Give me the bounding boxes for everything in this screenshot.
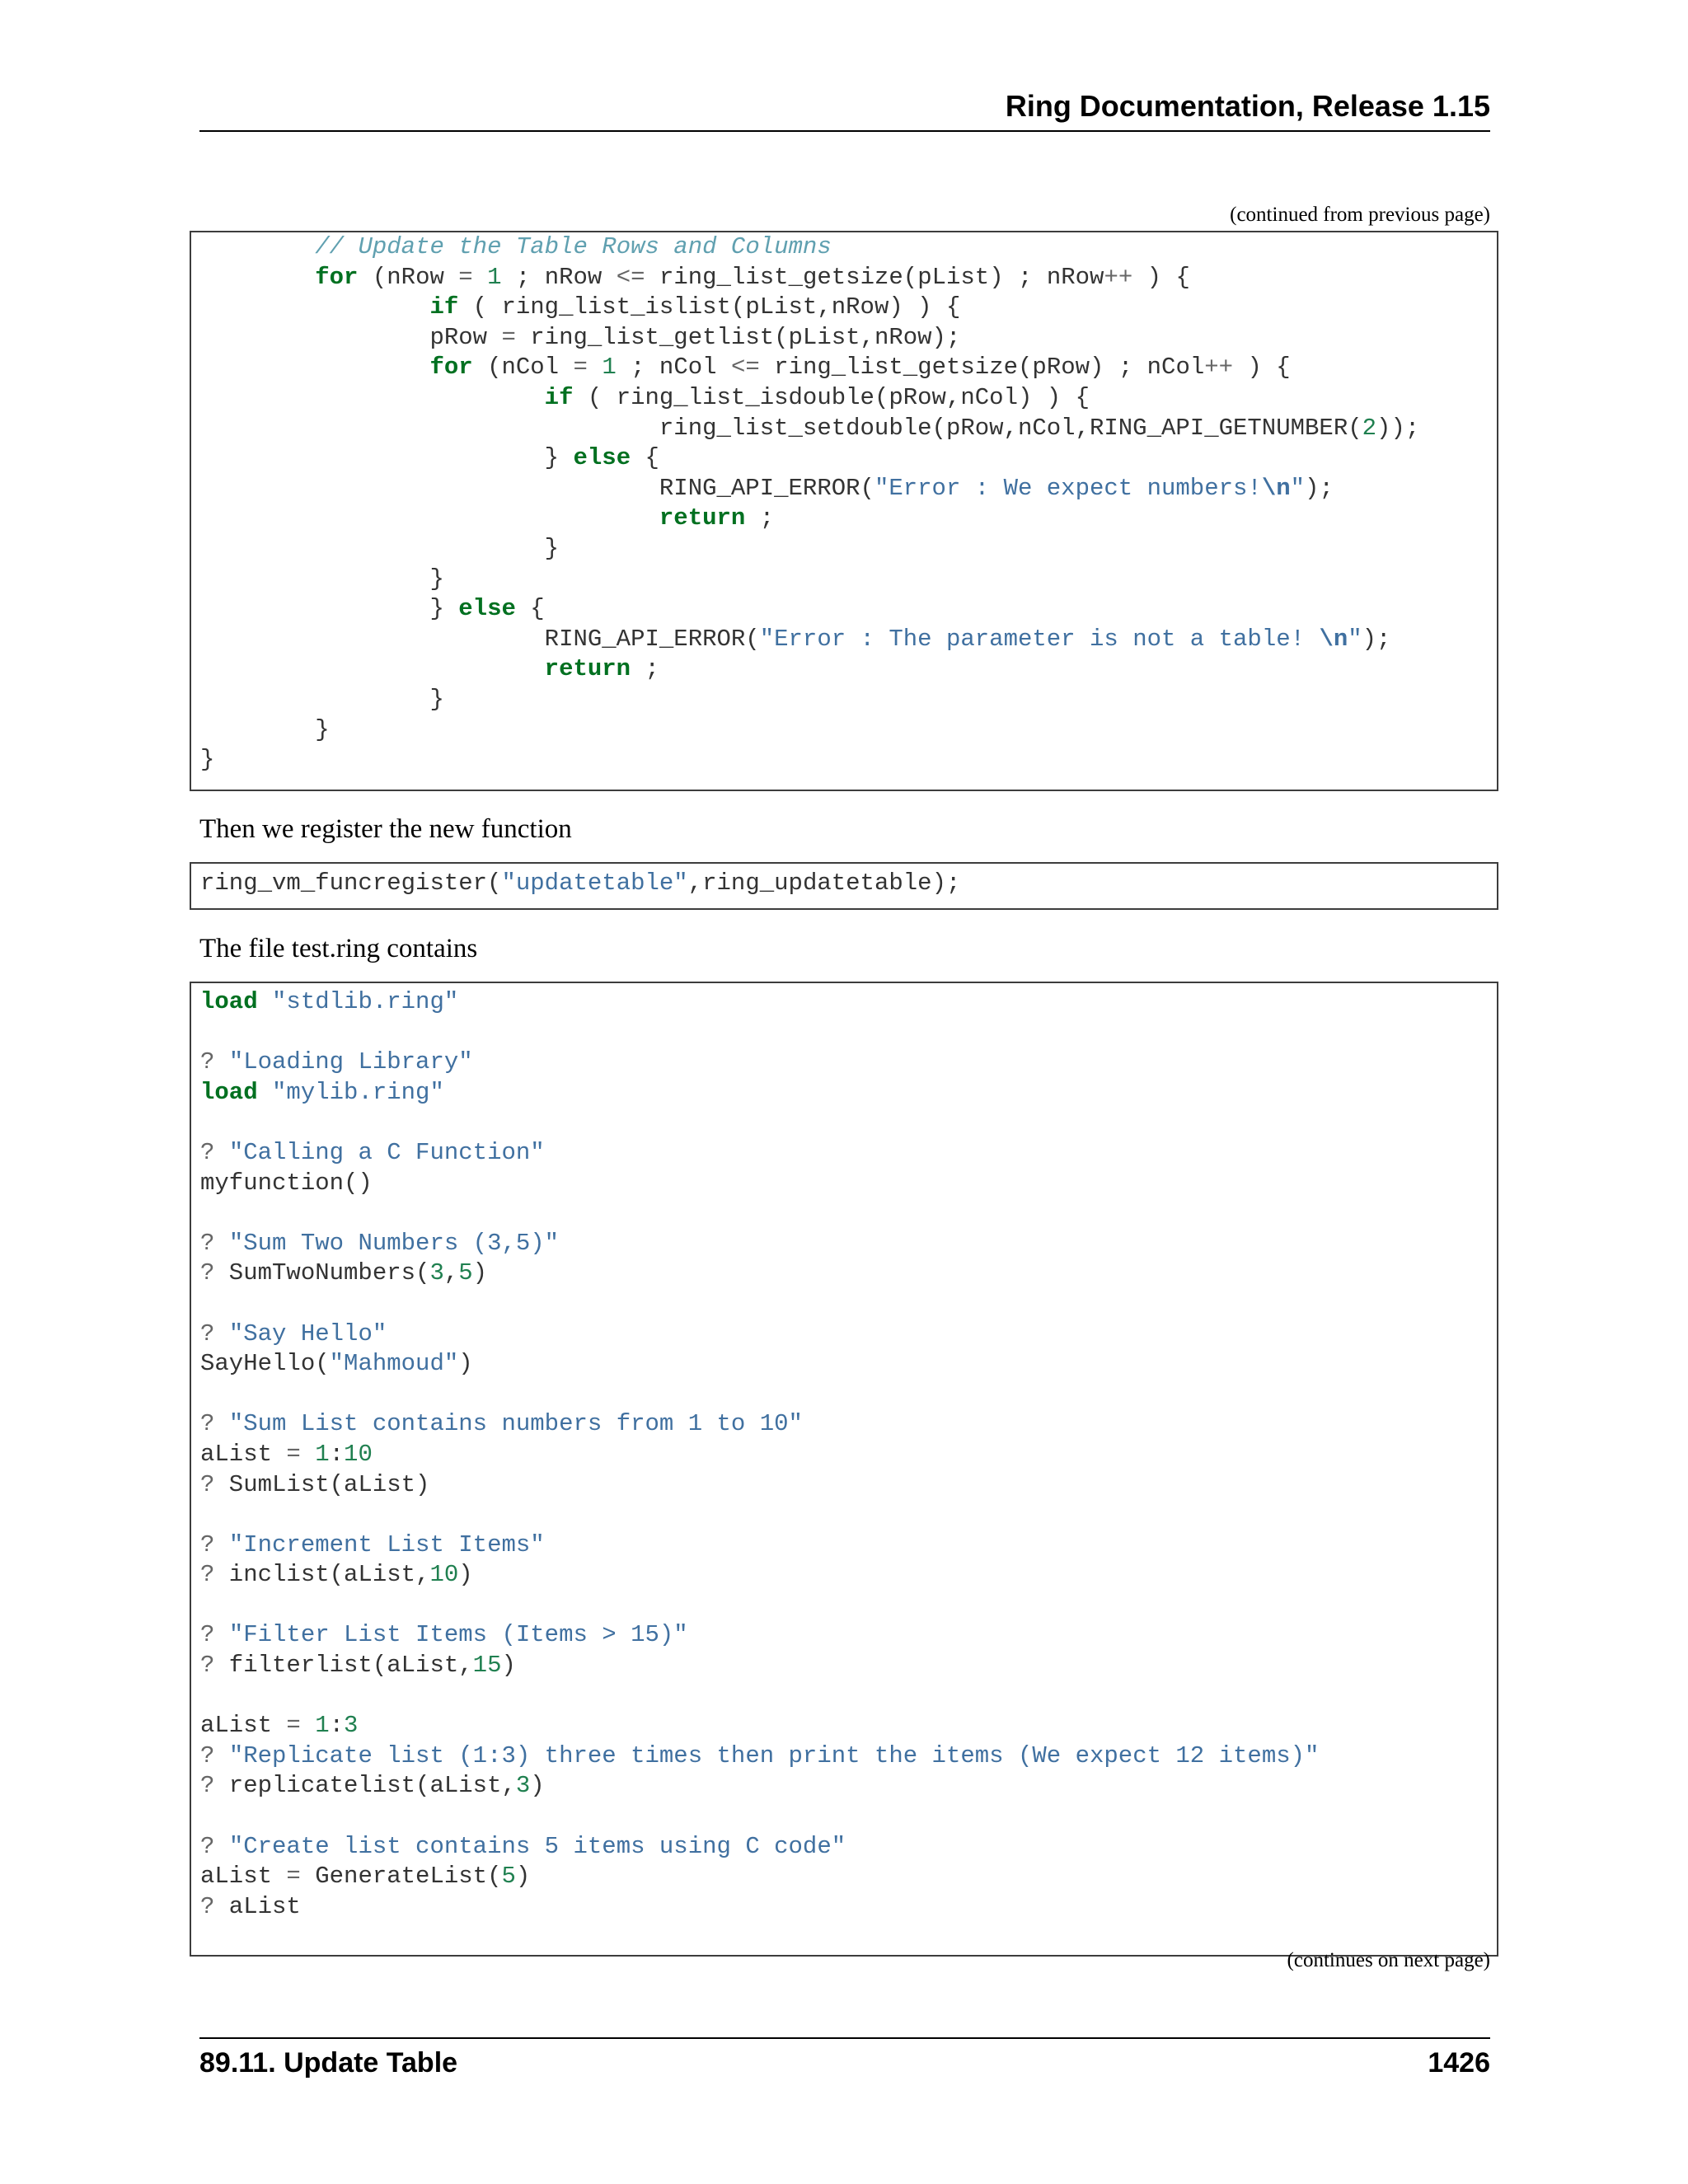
code-block-funcregister <box>190 862 1498 910</box>
paragraph-register-function: Then we register the new function <box>199 814 572 844</box>
code-block-test-ring <box>190 982 1498 1957</box>
continues-on-caption: (continues on next page) <box>1287 1949 1490 1971</box>
code-listing: ring_vm_funcregister("updatetable",ring_updatetable); <box>200 869 961 897</box>
code-block-update-table <box>190 231 1498 791</box>
footer-page-number: 1426 <box>1428 2047 1490 2079</box>
paragraph-test-file: The file test.ring contains <box>199 934 478 963</box>
footer-section-title: 89.11. Update Table <box>199 2047 458 2079</box>
header-divider <box>199 130 1490 132</box>
continued-from-caption: (continued from previous page) <box>1230 204 1490 226</box>
code-listing: load "stdlib.ring" ? "Loading Library" load "mylib.ring" ? "Calling a C Function" myfunction() ? "Sum Two Numbers (3,5)" ? SumTwoNumbers(3,5) ? "Say Hello" SayHello("Mahmoud") ? "Sum List contains numbers from 1 to 10" aList = 1:10 ? SumList(aList) ? "Increment List Items" ? inclist(aList,10) ? "Filter List Items (Items > 15)" ? filterlist(aList,15) aList = 1:3 ? "Replicate list (1:3) three times then print the items (We expect 12 items)" ? replicatelist(aList,3) ? "Create list contains 5 items using C code" aList = GenerateList(5) ? aList <box>200 988 1320 1920</box>
footer-divider <box>199 2037 1490 2039</box>
running-header-title: Ring Documentation, Release 1.15 <box>1005 89 1490 123</box>
code-listing: // Update the Table Rows and Columns for (nRow = 1 ; nRow <= ring_list_getsize(pList) ; nRow++ ) { if ( ring_list_islist(pList,nRow) ) { pRow = ring_list_getlist(pList,nRow); for (nCol = 1 ; nCol <= ring_list_getsize(pRow) ; nCol++ ) { if ( ring_list_isdouble(pRow,nCol) ) { ring_list_setdouble(pRow,nCol,RING_API_GETNUMBER(2)); } else { RING_API_ERROR("Error : We expect numbers!\n"); return ; } } } else { RING_API_ERROR("Error : The parameter is not a table! \n"); return ; } } } <box>200 233 1420 774</box>
